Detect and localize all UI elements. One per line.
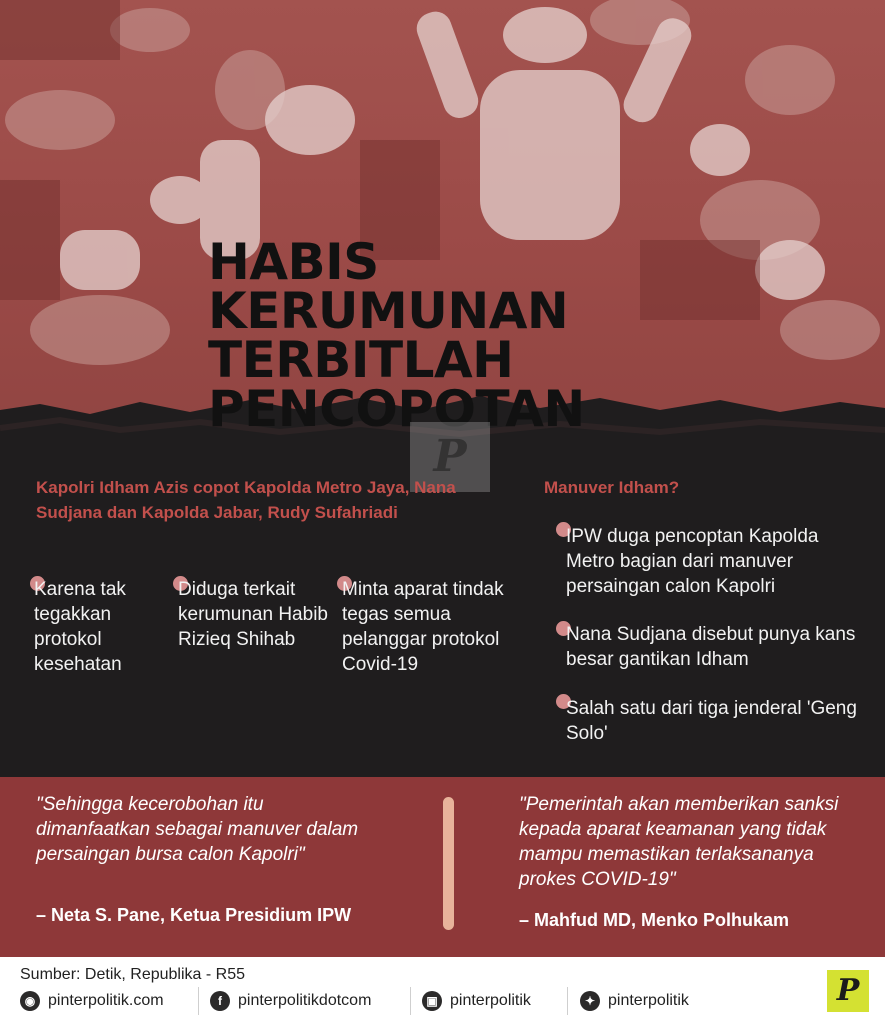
social-website[interactable] [20, 989, 164, 1013]
headline [208, 233, 585, 438]
quote-text: "Sehingga kecerobohan itu dimanfaatkan sebagai manuver dalam persaingan bursa calon Kapolri" [36, 794, 359, 865]
social-label: pinterpolitik [608, 992, 689, 1009]
social-twitter[interactable] [580, 989, 689, 1013]
headline-line: KERUMUNAN [208, 282, 569, 340]
quote-attribution: – Mahfud MD, Menko Polhukam [519, 910, 790, 930]
social-facebook[interactable] [210, 989, 371, 1013]
social-label: pinterpolitik.com [48, 992, 164, 1009]
separator [198, 987, 199, 1015]
right-heading: Manuver Idham? [544, 478, 680, 497]
watermark-logo: P [410, 422, 490, 492]
social-label: pinterpolitik [450, 992, 531, 1009]
right-bullet: Salah satu dari tiga jenderal 'Geng Solo' [566, 698, 857, 744]
headline-line: TERBITLAH [208, 331, 514, 389]
social-label: pinterpolitikdotcom [238, 992, 372, 1009]
left-bullet: Diduga terkait kerumunan Habib Rizieq Shihab [178, 579, 328, 650]
headline-line: PENCOPOTAN [208, 380, 585, 438]
headline-line: HABIS [208, 233, 379, 291]
left-bullet: Minta aparat tindak tegas semua pelanggar protokol Covid-19 [342, 579, 504, 675]
separator [567, 987, 568, 1015]
quote-attribution: – Neta S. Pane, Ketua Presidium IPW [36, 905, 352, 925]
social-instagram[interactable] [422, 989, 531, 1013]
left-bullet: Karena tak tegakkan protokol kesehatan [34, 579, 126, 675]
right-bullet: Nana Sudjana disebut punya kans besar gantikan Idham [566, 624, 856, 670]
instagram-icon: ▣ [422, 991, 442, 1011]
quote-text: "Pemerintah akan memberikan sanksi kepada aparat keamanan yang tidak mampu memastikan terlaksananya prokes COVID-19" [519, 794, 839, 890]
brand-logo: P [827, 970, 869, 1012]
globe-icon: ◉ [20, 991, 40, 1011]
left-heading: Kapolri Idham Azis copot Kapolda Metro Jaya, Nana Sudjana dan Kapolda Jabar, Rudy Sufahriadi [36, 478, 456, 522]
twitter-icon: ✦ [580, 991, 600, 1011]
quote-divider [443, 797, 454, 930]
right-bullet: IPW duga pencoptan Kapolda Metro bagian dari manuver persaingan calon Kapolri [566, 526, 819, 597]
source-credit: Sumber: Detik, Republika - R55 [20, 966, 245, 983]
facebook-icon: f [210, 991, 230, 1011]
separator [410, 987, 411, 1015]
